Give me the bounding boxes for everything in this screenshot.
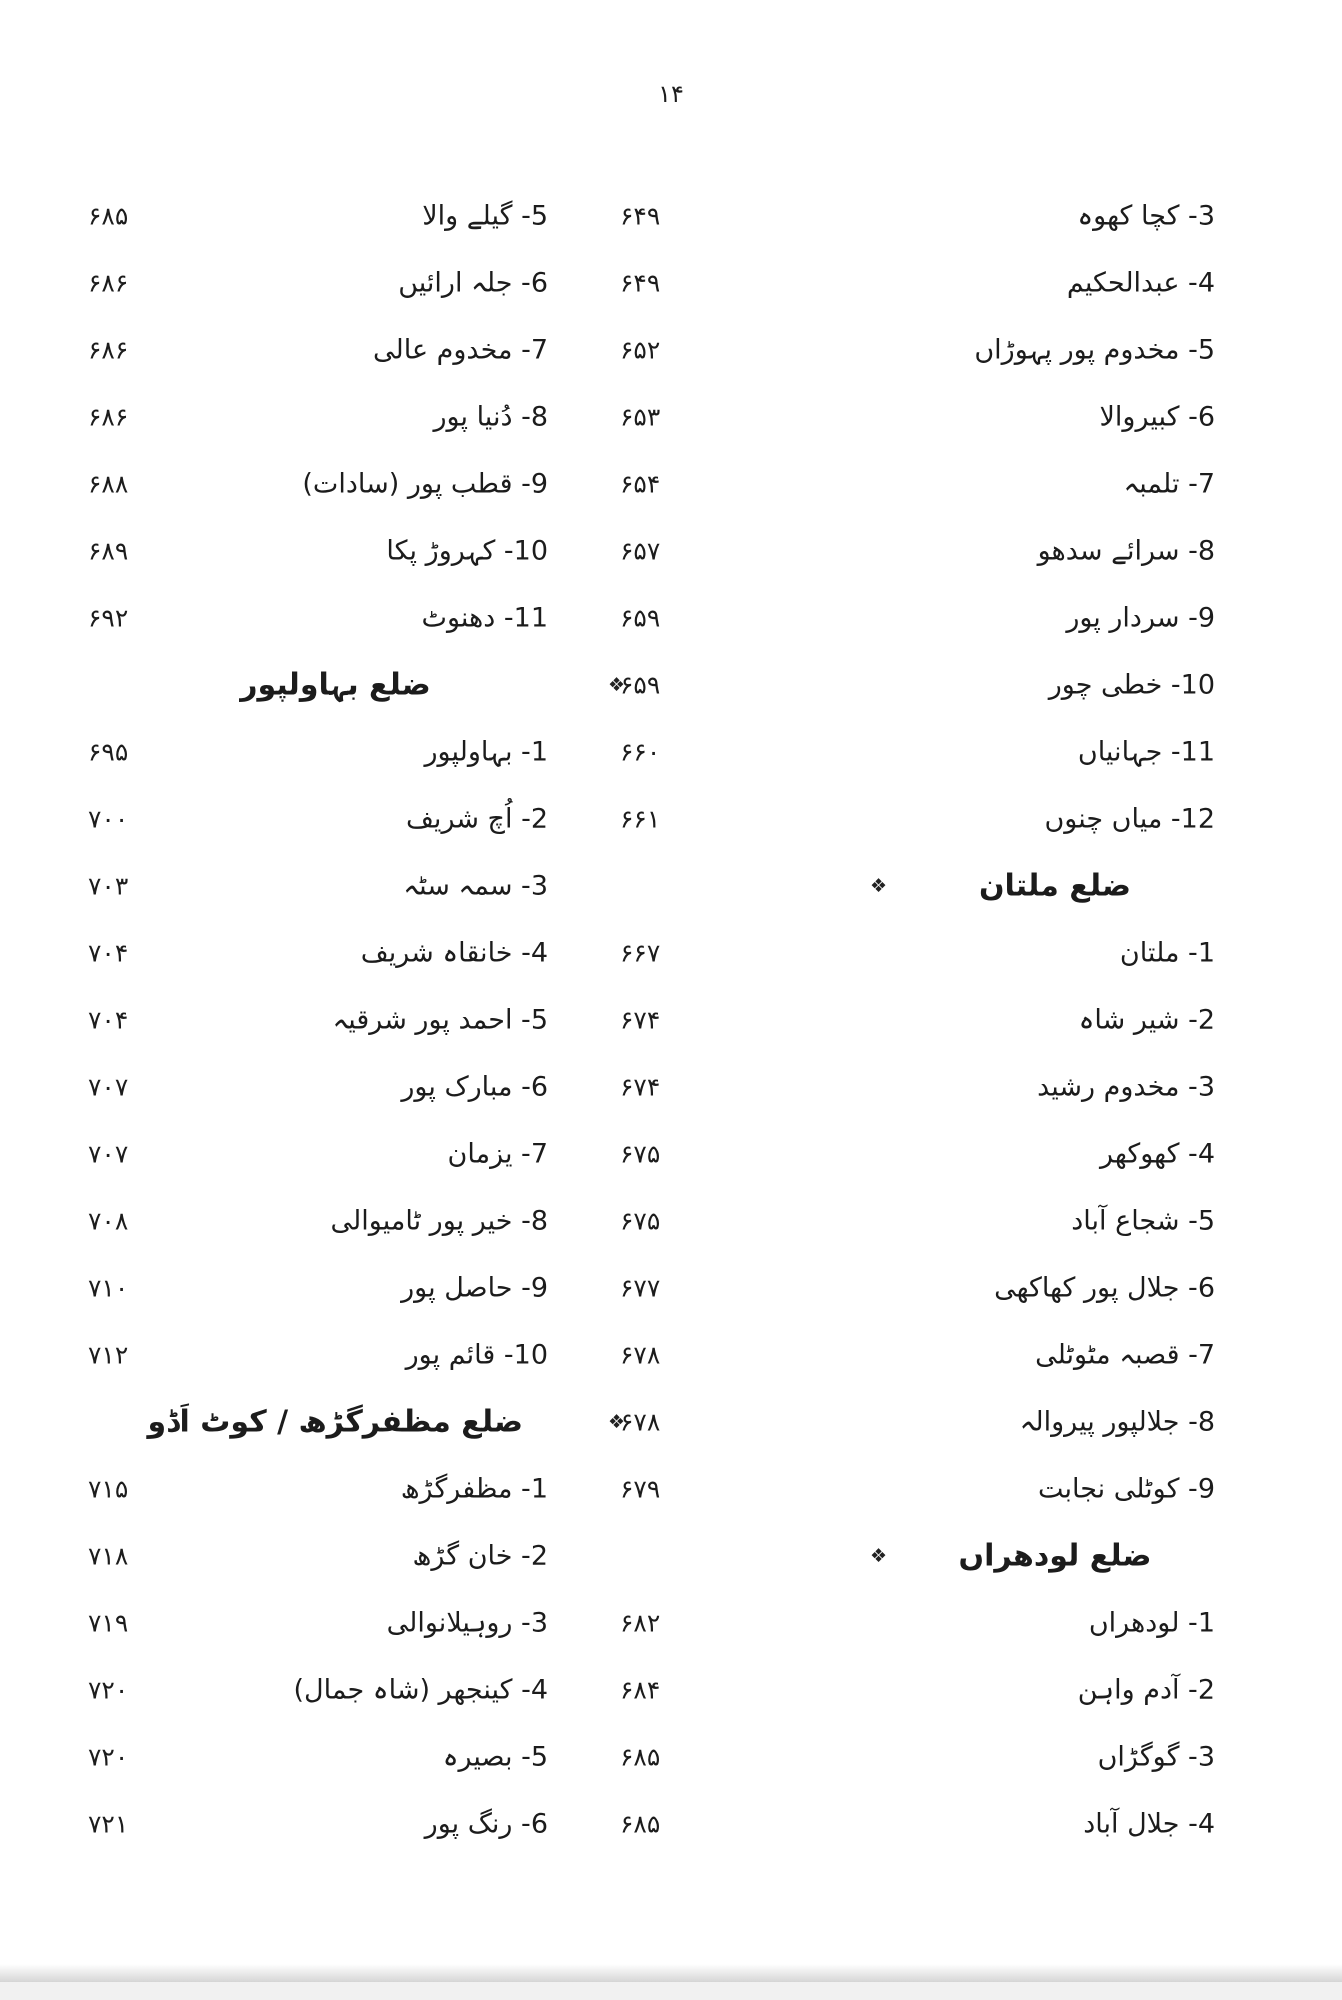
- toc-entry-row: [88, 986, 633, 1053]
- toc-entry-row: [565, 1254, 1280, 1321]
- section-heading: ضلع ملتان: [978, 868, 1132, 903]
- toc-entry: 7- قصبہ مٹوٹلی: [1035, 1339, 1215, 1370]
- toc-entry: 8- دُنیا پور: [433, 401, 548, 432]
- toc-entry: 9- قطب پور (سادات): [302, 468, 548, 499]
- toc-entry-row: [88, 718, 633, 785]
- toc-entry: 9- حاصل پور: [401, 1272, 548, 1303]
- toc-page-number: ۶۴۹: [620, 268, 661, 297]
- section-heading: ضلع مظفرگڑھ / کوٹ اَڈو: [147, 1404, 523, 1439]
- toc-page-number: ۶۷۵: [620, 1139, 661, 1168]
- toc-page-number: ۶۶۷: [620, 938, 661, 967]
- toc-entry: 10- قائم پور: [405, 1339, 548, 1370]
- toc-entry-row: [565, 718, 1280, 785]
- section-marker-icon: ❖: [870, 874, 888, 897]
- toc-entry: 2- خان گڑھ: [412, 1540, 548, 1571]
- toc-page-number: ۶۵۳: [620, 402, 661, 431]
- toc-entry: 2- شیر شاہ: [1078, 1004, 1215, 1035]
- toc-entry-row: [88, 785, 633, 852]
- toc-entry: 6- جلال پور کھاکھی: [994, 1272, 1215, 1303]
- toc-section-heading-row: [565, 852, 1280, 919]
- toc-page-number: ۷۰۳: [88, 871, 129, 900]
- toc-entry: 6- کبیروالا: [1099, 401, 1215, 432]
- toc-entry: 11- دھنوٹ: [421, 602, 548, 633]
- toc-page-number: ۶۷۴: [620, 1072, 661, 1101]
- toc-entry-row: [565, 1321, 1280, 1388]
- toc-entry: 5- مخدوم پور پہوڑاں: [974, 334, 1215, 365]
- toc-entry-row: [88, 249, 633, 316]
- toc-entry-row: [565, 1187, 1280, 1254]
- toc-page-number: ۶۶۰: [620, 737, 661, 766]
- toc-page-number: ۶۸۵: [88, 201, 129, 230]
- toc-entry: 4- جلال آباد: [1083, 1808, 1215, 1839]
- toc-entry: 6- مبارک پور: [401, 1071, 548, 1102]
- toc-entry-row: [88, 1656, 633, 1723]
- toc-entry-row: [565, 785, 1280, 852]
- toc-page-number: ۶۸۸: [88, 469, 129, 498]
- toc-entry: 4- خانقاہ شریف: [360, 937, 548, 968]
- toc-entry-row: [88, 1522, 633, 1589]
- toc-entry-row: [88, 1187, 633, 1254]
- toc-entry-row: [88, 852, 633, 919]
- toc-page-number: ۷۱۹: [88, 1608, 129, 1637]
- page-number: ۱۴: [658, 80, 684, 108]
- toc-page-number: ۷۰۷: [88, 1072, 129, 1101]
- toc-entry-row: [565, 1589, 1280, 1656]
- toc-page-number: ۶۸۵: [620, 1809, 661, 1838]
- toc-section-heading-row: [88, 651, 633, 718]
- section-heading: ضلع لودھراں: [958, 1538, 1152, 1573]
- toc-entry: 7- یزمان: [447, 1138, 548, 1169]
- toc-page-number: ۶۴۹: [620, 201, 661, 230]
- toc-entry-row: [88, 182, 633, 249]
- toc-page-number: ۶۸۶: [88, 335, 129, 364]
- toc-page-number: ۷۱۸: [88, 1541, 129, 1570]
- toc-page-number: ۷۱۵: [88, 1474, 129, 1503]
- toc-entry: 9- کوٹلی نجابت: [1037, 1473, 1215, 1504]
- toc-entry: 5- بصیرہ: [442, 1741, 548, 1772]
- toc-entry: 8- سرائے سدھو: [1037, 535, 1215, 566]
- toc-page-number: ۷۰۴: [88, 938, 129, 967]
- section-marker-icon: ❖: [607, 1410, 625, 1433]
- toc-entry: 1- ملتان: [1119, 937, 1215, 968]
- toc-section-heading-row: [565, 1522, 1280, 1589]
- toc-page-number: ۶۷۸: [620, 1407, 661, 1436]
- toc-entry: 2- اُچ شریف: [405, 803, 548, 834]
- toc-entry-row: [565, 986, 1280, 1053]
- toc-entry-row: [88, 1321, 633, 1388]
- toc-page-number: ۶۵۴: [620, 469, 661, 498]
- toc-entry-row: [565, 584, 1280, 651]
- toc-page-number: ۶۵۹: [620, 670, 661, 699]
- toc-entry: 7- مخدوم عالی: [373, 334, 548, 365]
- toc-entry: 4- کھوکھر: [1100, 1138, 1215, 1169]
- toc-entry-row: [565, 1455, 1280, 1522]
- toc-page-number: ۶۸۹: [88, 536, 129, 565]
- toc-page-number: ۷۰۸: [88, 1206, 129, 1235]
- toc-entry-row: [88, 1723, 633, 1790]
- toc-page-number: ۶۹۲: [88, 603, 129, 632]
- toc-page-number: ۶۵۷: [620, 536, 661, 565]
- toc-entry-row: [565, 517, 1280, 584]
- toc-page-number: ۶۸۵: [620, 1742, 661, 1771]
- toc-entry: 10- خطی چور: [1048, 669, 1215, 700]
- toc-page-number: ۶۹۵: [88, 737, 129, 766]
- toc-page-number: ۶۶۱: [620, 804, 661, 833]
- toc-entry: 10- کہروڑ پکا: [386, 535, 548, 566]
- toc-entry-row: [88, 517, 633, 584]
- toc-entry-row: [88, 1790, 633, 1857]
- toc-page-number: ۷۱۰: [88, 1273, 129, 1302]
- toc-entry: 2- آدم واہن: [1077, 1674, 1215, 1705]
- toc-entry: 9- سردار پور: [1066, 602, 1215, 633]
- toc-entry-row: [565, 383, 1280, 450]
- toc-entry: 1- لودھراں: [1088, 1607, 1215, 1638]
- toc-entry-row: [565, 1723, 1280, 1790]
- toc-page-number: ۷۲۰: [88, 1675, 129, 1704]
- toc-entry: 8- خیر پور ٹامیوالی: [330, 1205, 548, 1236]
- toc-section-heading-row: [88, 1388, 633, 1455]
- toc-page-number: ۶۸۴: [620, 1675, 661, 1704]
- toc-entry: 5- گیلے والا: [422, 200, 548, 231]
- toc-entry-row: [88, 316, 633, 383]
- section-marker-icon: ❖: [607, 673, 625, 696]
- toc-page-number: ۶۸۶: [88, 268, 129, 297]
- toc-entry-row: [565, 249, 1280, 316]
- toc-entry-row: [88, 450, 633, 517]
- toc-entry: 3- گوگڑاں: [1097, 1741, 1215, 1772]
- toc-page-number: ۶۷۸: [620, 1340, 661, 1369]
- toc-entry-row: [88, 383, 633, 450]
- toc-entry: 7- تلمبہ: [1123, 468, 1215, 499]
- toc-entry: 3- روہیلانوالی: [386, 1607, 548, 1638]
- toc-entry-row: [565, 1120, 1280, 1187]
- toc-page-number: ۷۰۷: [88, 1139, 129, 1168]
- toc-entry-row: [565, 316, 1280, 383]
- toc-entry-row: [565, 1656, 1280, 1723]
- toc-entry: 3- کچا کھوہ: [1077, 200, 1215, 231]
- toc-entry: 6- رنگ پور: [424, 1808, 548, 1839]
- toc-entry: 3- سمہ سٹہ: [403, 870, 548, 901]
- toc-page-number: ۶۸۶: [88, 402, 129, 431]
- toc-entry: 8- جلالپور پیروالہ: [1019, 1406, 1215, 1437]
- toc-entry: 6- جلہ ارائیں: [398, 267, 548, 298]
- toc-entry-row: [565, 651, 1280, 718]
- toc-entry-row: [565, 1388, 1280, 1455]
- toc-entry: 1- مظفرگڑھ: [400, 1473, 548, 1504]
- toc-entry: 3- مخدوم رشید: [1037, 1071, 1215, 1102]
- toc-column-left: [88, 182, 633, 1857]
- toc-entry-row: [88, 919, 633, 986]
- toc-entry-row: [565, 1790, 1280, 1857]
- toc-page-number: ۷۱۲: [88, 1340, 129, 1369]
- toc-entry-row: [88, 1455, 633, 1522]
- page-bottom-shadow: [0, 1964, 1342, 1982]
- toc-page-number: ۷۲۰: [88, 1742, 129, 1771]
- toc-page-number: ۶۷۴: [620, 1005, 661, 1034]
- toc-entry: 5- احمد پور شرقیہ: [332, 1004, 548, 1035]
- toc-page-number: ۶۵۹: [620, 603, 661, 632]
- toc-entry: 11- جہانیاں: [1077, 736, 1215, 767]
- toc-page-number: ۶۸۲: [620, 1608, 661, 1637]
- toc-page-number: ۷۲۱: [88, 1809, 129, 1838]
- toc-entry-row: [88, 1254, 633, 1321]
- toc-page-number: ۶۷۵: [620, 1206, 661, 1235]
- toc-entry: 5- شجاع آباد: [1071, 1205, 1215, 1236]
- toc-page-number: ۶۷۷: [620, 1273, 661, 1302]
- toc-entry-row: [88, 1120, 633, 1187]
- toc-entry-row: [565, 919, 1280, 986]
- toc-entry-row: [88, 1053, 633, 1120]
- toc-entry: 4- کینجھر (شاہ جمال): [293, 1674, 548, 1705]
- toc-entry-row: [565, 182, 1280, 249]
- section-marker-icon: ❖: [870, 1544, 888, 1567]
- toc-entry-row: [88, 584, 633, 651]
- viewer-background-strip: [0, 1982, 1342, 2000]
- toc-page-number: ۷۰۴: [88, 1005, 129, 1034]
- toc-entry-row: [565, 1053, 1280, 1120]
- toc-page-number: ۷۰۰: [88, 804, 129, 833]
- section-heading: ضلع بہاولپور: [240, 667, 431, 702]
- toc-entry: 12- میاں چنوں: [1044, 803, 1215, 834]
- toc-page-number: ۶۷۹: [620, 1474, 661, 1503]
- toc-column-right: [565, 182, 1280, 1857]
- toc-entry-row: [565, 450, 1280, 517]
- toc-page-number: ۶۵۲: [620, 335, 661, 364]
- toc-entry: 4- عبدالحکیم: [1066, 267, 1215, 298]
- toc-entry: 1- بہاولپور: [424, 736, 548, 767]
- toc-entry-row: [88, 1589, 633, 1656]
